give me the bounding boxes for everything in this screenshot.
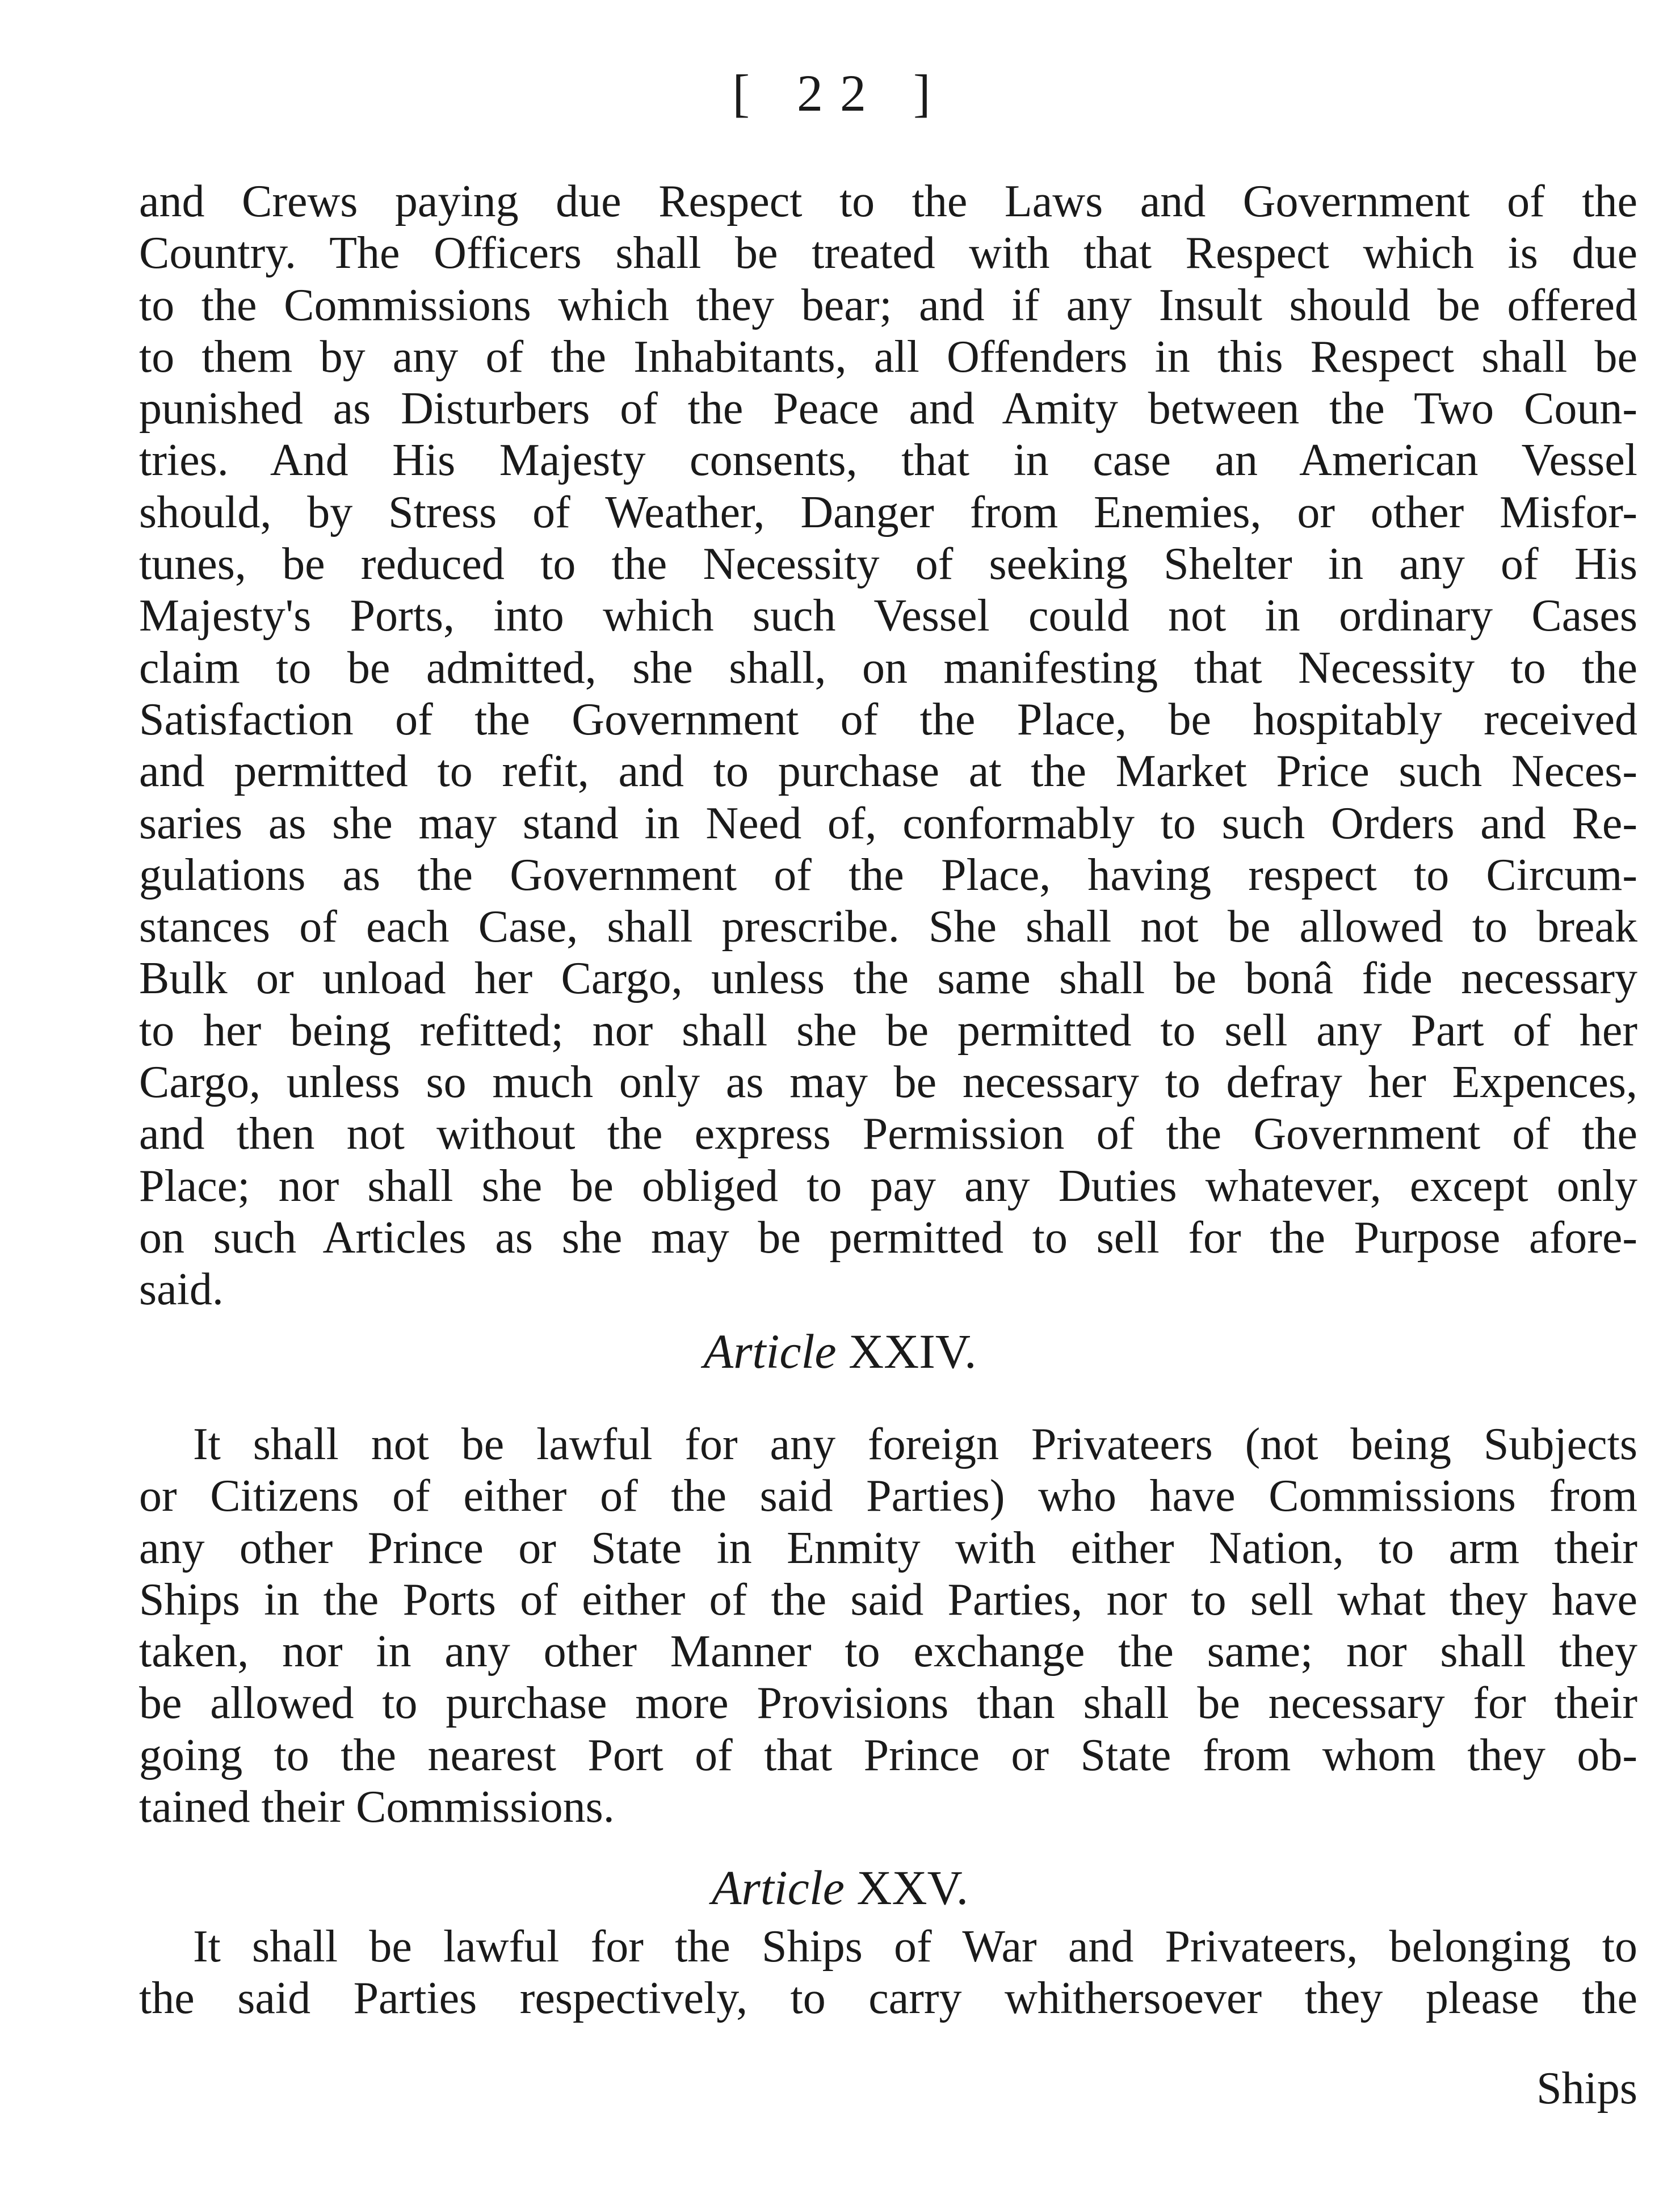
paragraph-article-25 [139,1921,1637,2025]
text-line: claim to be admitted, she shall, on manifesting that Necessity to the [139,642,1637,693]
text-line: to the Commissions which they bear; and if any Insult should be offered [139,280,1637,330]
paragraph-article-23-continuation [139,176,1637,1316]
article-numeral: XXIV. [849,1324,977,1379]
text-line: It shall not be lawful for any foreign Privateers (not being Subjects [193,1419,1637,1469]
text-line: It shall be lawful for the Ships of War and Privateers, belonging to [193,1922,1637,1972]
text-line: Cargo, unless so much only as may be necessary to defray her Expences, [139,1057,1637,1108]
text-line: and permitted to refit, and to purchase at the Market Price such Neces- [139,746,1637,797]
article-heading-xxiv [0,1324,1680,1379]
catchword: Ships [1536,2064,1637,2113]
text-line: or Citizens of either of the said Parties) who have Commissions from [139,1471,1637,1522]
text-line: to her being refitted; nor shall she be permitted to sell any Part of her [139,1005,1637,1056]
text-line: Ships in the Ports of either of the said Parties, nor to sell what they have [139,1574,1637,1625]
text-line: tained their Commissions. [139,1782,615,1833]
text-line: tunes, be reduced to the Necessity of seeking Shelter in any of His [139,539,1637,590]
article-label: Article [711,1860,845,1915]
article-heading-xxv [0,1860,1680,1915]
text-line: saries as she may stand in Need of, conformably to such Orders and Re- [139,798,1637,848]
article-numeral: XXV. [856,1860,969,1915]
text-line: taken, nor in any other Manner to exchange the same; nor shall they [139,1627,1637,1677]
text-line: Bulk or unload her Cargo, unless the same shall be bonâ fide necessary [139,953,1637,1004]
text-line: Majesty's Ports, into which such Vessel could not in ordinary Cases [139,591,1637,641]
article-label: Article [703,1324,837,1379]
text-line: Satisfaction of the Government of the Place, be hospitably received [139,694,1637,745]
text-line: punished as Disturbers of the Peace and Amity between the Two Coun- [139,384,1637,434]
text-line: tries. And His Majesty consents, that in case an American Vessel [139,435,1637,486]
text-line: on such Articles as she may be permitted to sell for the Purpose afore- [139,1212,1637,1263]
text-line: gulations as the Government of the Place, having respect to Circum- [139,850,1637,900]
text-line: be allowed to purchase more Provisions than shall be necessary for their [139,1678,1637,1729]
text-line: should, by Stress of Weather, Danger from Enemies, or other Misfor- [139,487,1637,537]
text-line: and Crews paying due Respect to the Laws and Government of the [139,177,1637,226]
page-number: [ 22 ] [732,64,948,122]
text-line: Place; nor shall she be obliged to pay any Duties whatever, except only [139,1161,1637,1211]
text-line: and then not without the express Permission of the Government of the [139,1109,1637,1159]
text-line: any other Prince or State in Enmity with either Nation, to arm their [139,1523,1637,1573]
text-line: stances of each Case, shall prescribe. She shall not be allowed to break [139,902,1637,952]
text-line: to them by any of the Inhabitants, all Offenders in this Respect shall be [139,331,1637,382]
text-line: going to the nearest Port of that Prince or State from whom they ob- [139,1730,1637,1780]
text-line: said. [139,1264,224,1315]
text-line: Country. The Officers shall be treated with that Respect which is due [139,228,1637,279]
paragraph-article-24 [139,1419,1637,1833]
text-line: the said Parties respectively, to carry whithersoever they please the [139,1973,1637,2024]
